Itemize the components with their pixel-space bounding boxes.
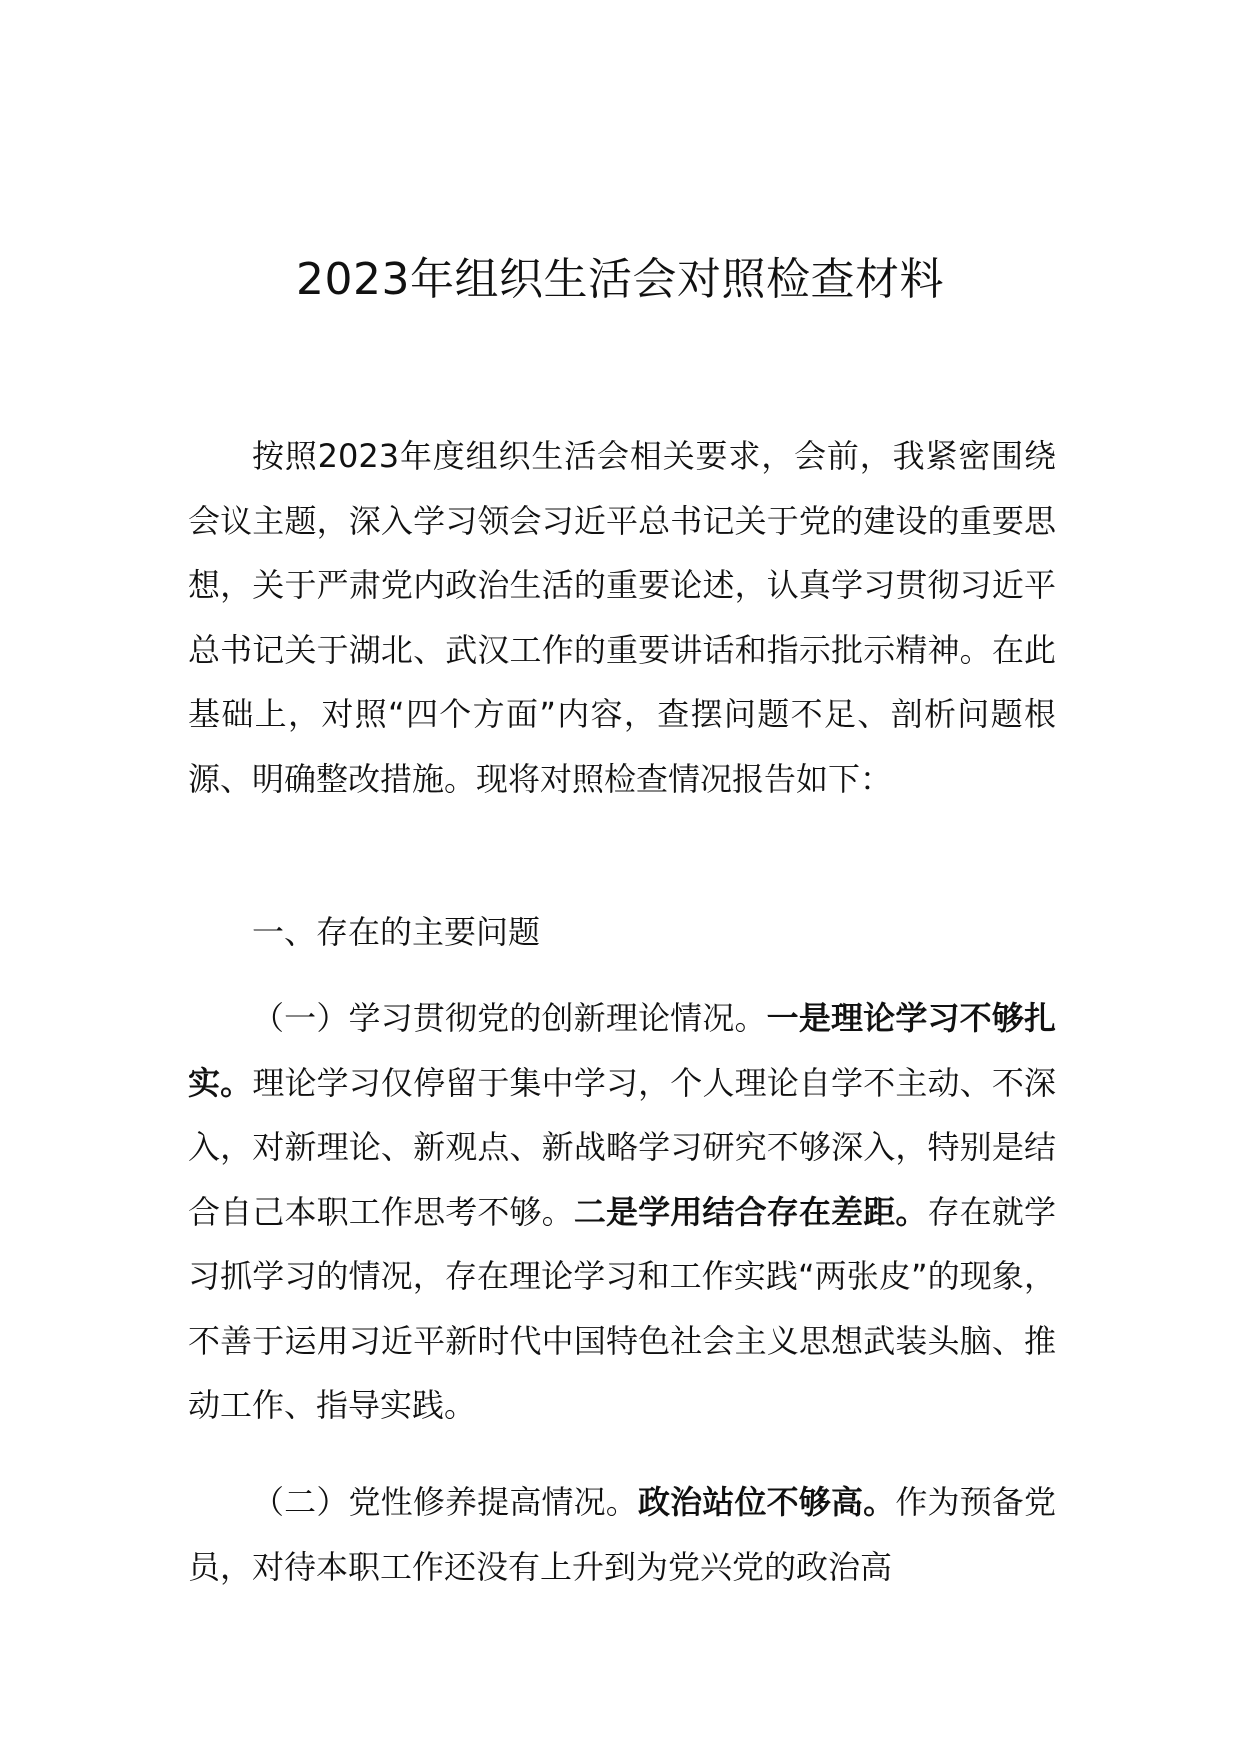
section-heading-problems: 一、存在的主要问题	[252, 913, 541, 951]
item-1-point-2-text: 存在就学习抓学习的情况，存在理论学习和工作实践“两张皮”的现象，不善于运用习近平新时代中国特色社会主义思想武装头脑、推动工作、指导实践。	[188, 1192, 1056, 1424]
paragraph-item-2	[188, 1470, 1056, 1599]
paragraph-item-1	[188, 986, 1056, 1438]
document-title: 2023年组织生活会对照检查材料	[296, 254, 944, 305]
item-1-point-1-title: 一是理论学习不够扎实。	[188, 999, 1056, 1102]
item-1-point-2-title: 二是学用结合存在差距。	[573, 1192, 928, 1231]
item-1-label: （一）学习贯彻党的创新理论情况。	[252, 999, 767, 1037]
item-2-label: （二）党性修养提高情况。	[252, 1483, 638, 1521]
item-1-point-1-text: 理论学习仅停留于集中学习，个人理论自学不主动、不深入，对新理论、新观点、新战略学习研究不够深入，特别是结合自己本职工作思考不够。	[188, 1063, 1056, 1231]
intro-paragraph: 按照2023年度组织生活会相关要求，会前，我紧密围绕会议主题，深入学习领会习近平总书记关于党的建设的重要思想，关于严肃党内政治生活的重要论述，认真学习贯彻习近平总书记关于湖北、武汉工作的重要讲话和指示批示精神。在此基础上，对照“四个方面”内容，查摆问题不足、剖析问题根源、明确整改措施。现将对照检查情况报告如下：	[188, 437, 1056, 798]
item-2-point-1-title: 政治站位不够高。	[637, 1483, 896, 1521]
item-2-point-1-text: 作为预备党员，对待本职工作还没有上升到为党兴党的政治高	[188, 1483, 1056, 1586]
